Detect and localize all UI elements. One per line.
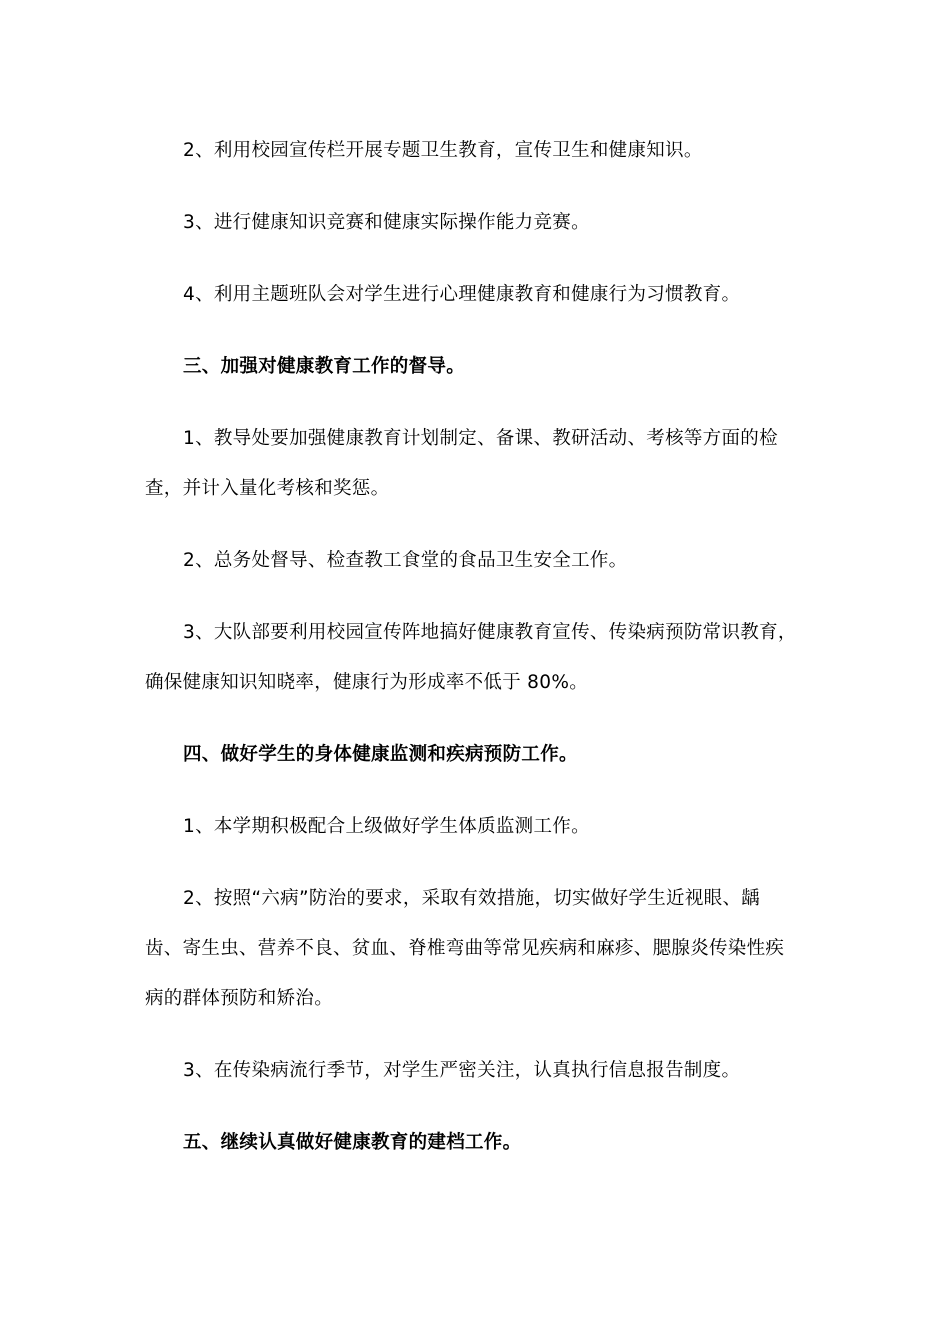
- list-item-continuation: 病的群体预防和矫治。: [145, 988, 334, 1009]
- list-item: 4、利用主题班队会对学生进行心理健康教育和健康行为习惯教育。: [183, 284, 741, 305]
- list-item-continuation: 齿、寄生虫、营养不良、贫血、脊椎弯曲等常见疾病和麻疹、腮腺炎传染性疾: [145, 938, 785, 959]
- list-item: 2、总务处督导、检查教工食堂的食品卫生安全工作。: [183, 550, 628, 571]
- list-item: 3、大队部要利用校园宣传阵地搞好健康教育宣传、传染病预防常识教育，: [183, 622, 797, 643]
- list-item: 1、教导处要加强健康教育计划制定、备课、教研活动、考核等方面的检: [183, 428, 778, 449]
- list-item: 1、本学期积极配合上级做好学生体质监测工作。: [183, 816, 590, 837]
- list-item-continuation: 确保健康知识知晓率，健康行为形成率不低于 80%。: [145, 672, 589, 693]
- list-item: 2、利用校园宣传栏开展专题卫生教育，宣传卫生和健康知识。: [183, 140, 703, 161]
- list-item: 3、进行健康知识竞赛和健康实际操作能力竞赛。: [183, 212, 590, 233]
- list-item: 2、按照“六病”防治的要求，采取有效措施，切实做好学生近视眼、龋: [183, 888, 761, 909]
- section-heading: 五、继续认真做好健康教育的建档工作。: [183, 1132, 522, 1153]
- section-heading: 四、做好学生的身体健康监测和疾病预防工作。: [183, 744, 578, 765]
- list-item-continuation: 查，并计入量化考核和奖惩。: [145, 478, 390, 499]
- list-item: 3、在传染病流行季节，对学生严密关注，认真执行信息报告制度。: [183, 1060, 741, 1081]
- section-heading: 三、加强对健康教育工作的督导。: [183, 356, 466, 377]
